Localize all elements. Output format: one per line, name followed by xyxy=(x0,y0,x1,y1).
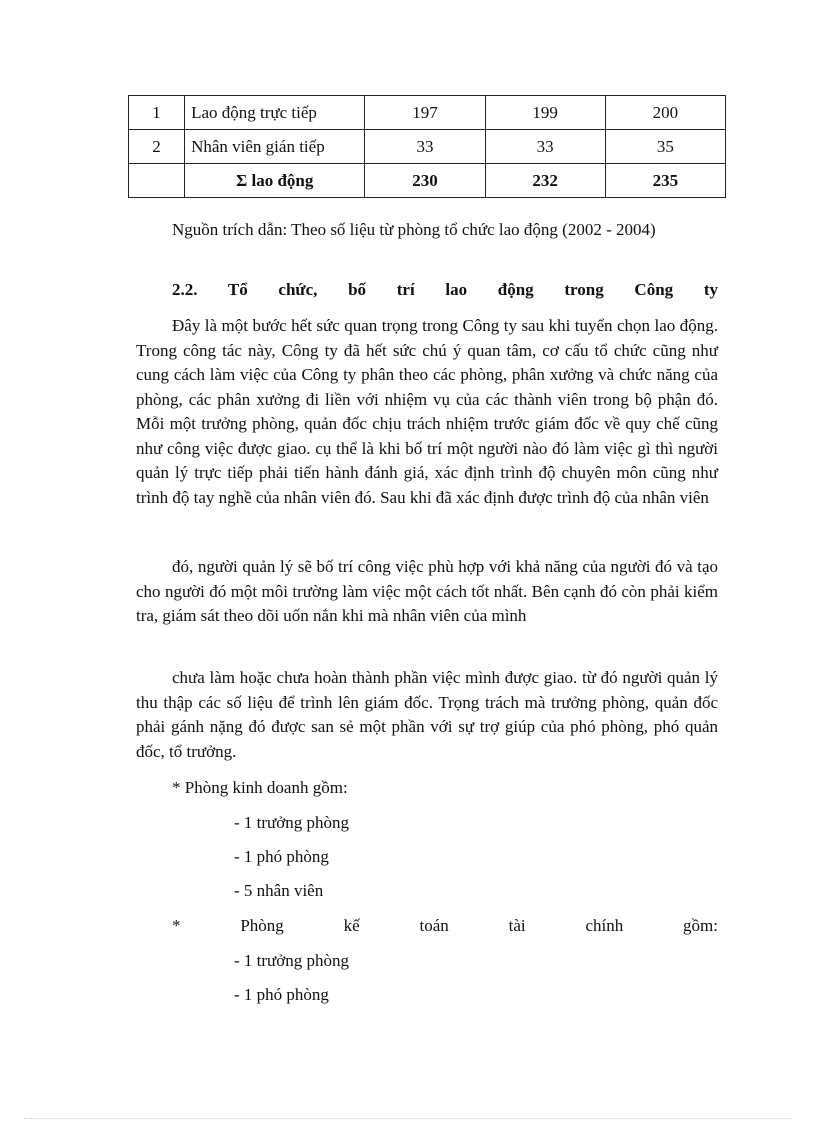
cell-total-2004: 235 xyxy=(605,164,725,198)
accounting-dept-title: * Phòng kế toán tài chính gồm: xyxy=(172,916,718,935)
cell-name: Nhân viên gián tiếp xyxy=(185,130,365,164)
cell-2002: 33 xyxy=(365,130,485,164)
table-row xyxy=(129,130,726,164)
paragraph-1: Đây là một bước hết sức quan trọng trong Công ty sau khi tuyển chọn lao động. Trong công tác này, Công ty đã hết sức chú ý quan tâm, cơ cấu tổ chức cũng như cung cách làm việc của Công ty phân theo các phòng, phân xưởng và chức năng của phòng, các phân xưởng đi liền với nhiệm vụ của các thành viên trong bộ phận đó. Mỗi một trưởng phòng, quản đốc chịu trách nhiệm trước giám đốc về quy chế cũng như công việc được giao. cụ thể là khi bố trí một người nào đó làm việc gì thì người quản lý trực tiếp phải tiến hành đánh giá, xác định trình độ chuyên môn cũng như trình độ tay nghề của nhân viên đó. Sau khi đã xác định được trình độ của nhân viên xyxy=(136,316,718,507)
cell-name: Lao động trực tiếp xyxy=(185,96,365,130)
list-item: - 1 phó phòng xyxy=(234,847,329,866)
cell-stt: 1 xyxy=(129,96,185,130)
paragraph-3: chưa làm hoặc chưa hoàn thành phần việc mình được giao. từ đó người quản lý thu thập các số liệu để trình lên giám đốc. Trọng trách mà trưởng phòng, quản đốc phải gánh nặng đó được san sẻ một phần với sự trợ giúp của phó phòng, phó quản đốc, tổ trưởng. xyxy=(136,668,718,761)
page-bottom-divider xyxy=(24,1118,792,1119)
list-item: - 1 trưởng phòng xyxy=(234,951,349,970)
cell-total-2002: 230 xyxy=(365,164,485,198)
cell-2003: 33 xyxy=(485,130,605,164)
cell-stt-empty xyxy=(129,164,185,198)
paragraph-2: đó, người quản lý sẽ bố trí công việc phù hợp với khả năng của người đó và tạo cho người đó một môi trường làm việc một cách tốt nhất. Bên cạnh đó còn phải kiểm tra, giám sát theo dõi uốn nắn khi mà nhân viên của mình xyxy=(136,557,718,625)
section-heading: 2.2. Tổ chức, bố trí lao động trong Công ty xyxy=(172,280,718,299)
business-dept-title: * Phòng kinh doanh gồm: xyxy=(172,778,348,797)
cell-2002: 197 xyxy=(365,96,485,130)
cell-total-2003: 232 xyxy=(485,164,605,198)
list-item: - 1 phó phòng xyxy=(234,985,329,1004)
labor-table xyxy=(128,95,726,198)
source-note: Nguồn trích dẫn: Theo số liệu từ phòng tổ chức lao động (2002 - 2004) xyxy=(172,220,656,239)
cell-2003: 199 xyxy=(485,96,605,130)
table-row xyxy=(129,96,726,130)
cell-2004: 35 xyxy=(605,130,725,164)
cell-total-label: Σ lao động xyxy=(185,164,365,198)
cell-2004: 200 xyxy=(605,96,725,130)
table-total-row xyxy=(129,164,726,198)
list-item: - 5 nhân viên xyxy=(234,881,324,900)
list-item: - 1 trưởng phòng xyxy=(234,813,349,832)
cell-stt: 2 xyxy=(129,130,185,164)
